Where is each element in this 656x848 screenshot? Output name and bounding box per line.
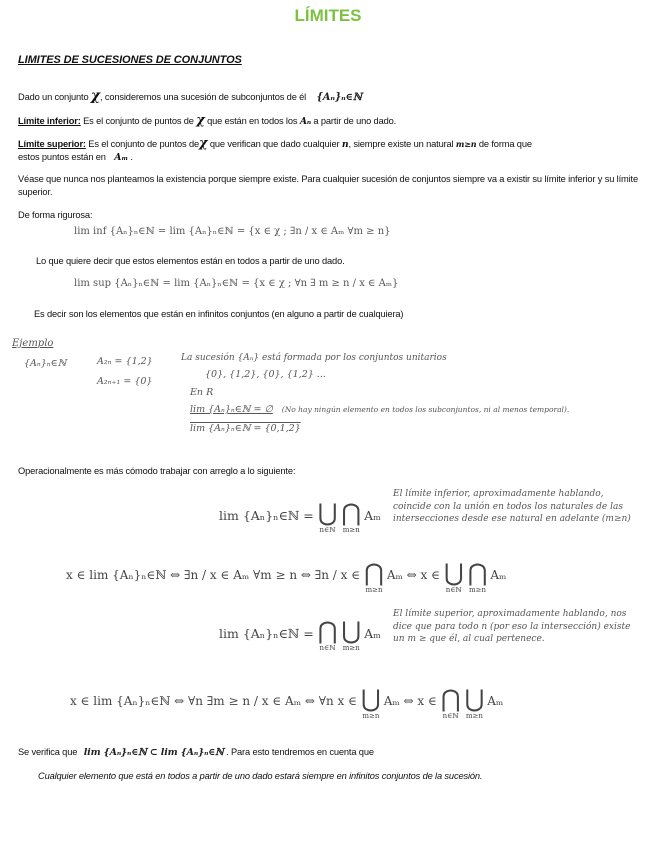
formula-liminf-equivalence — [66, 560, 506, 594]
intro-paragraph — [18, 90, 362, 104]
operational-paragraph: Operacionalmente es más cómodo trabajar con arreglo a lo siguiente: — [18, 466, 296, 476]
verify-text-2: . Para esto tendremos en cuenta que — [226, 747, 374, 757]
intro-text-1: Dado un conjunto — [18, 92, 89, 102]
liminf-text-3: a partir de uno dado. — [313, 116, 397, 126]
equivalence-part-a: x ∈ lim {Aₙ}ₙ∈ℕ ⇔ ∃n / x ∈ Aₘ ∀m ≥ n ⇔ ∃n / x ∈ — [66, 568, 361, 582]
chi-symbol: χ — [199, 136, 208, 151]
limsup-definition — [18, 137, 643, 164]
union-operator: ⋃ m≥n — [464, 685, 485, 720]
intersection-operator: ⋂ n∈ℕ — [440, 685, 461, 720]
equivalence-part-c: Aₘ — [487, 694, 504, 708]
liminf-handwritten-note: El límite inferior, aproximadamente hablando, coincide con la unión en todos los naturales de las intersecciones desde ese natural en adelante (m≥n) — [393, 489, 631, 524]
liminf-definition — [18, 114, 396, 128]
rigorous-label: De forma rigurosa: — [18, 210, 93, 220]
example-a2n1: A₂ₙ₊₁ = {0} — [97, 376, 153, 387]
intersection-operator: ⋂ n∈ℕ — [317, 617, 338, 652]
note-paragraph: Véase que nunca nos planteamos la existencia porque siempre existe. Para cualquier sucesión de conjuntos siempre va a existir su límite inferior y su límite superior. — [18, 174, 638, 197]
limsup-handwritten-note: El límite superior, aproximadamente hablando, nos dice que para todo n (por eso la intersección) existe un m ≥ que él, al cual pertenece. — [393, 609, 631, 644]
example-limsup: lim {Aₙ}ₙ∈ℕ = {0,1,2} — [190, 423, 301, 434]
formula-limsup-equivalence — [70, 686, 503, 720]
m-symbol: m≥n — [455, 139, 477, 149]
union-operator: ⋃ m≥n — [341, 617, 362, 652]
chi-symbol: χ — [196, 113, 205, 128]
limsup-text-4: de forma que — [478, 139, 532, 149]
an-symbol: Aₙ — [299, 116, 311, 127]
formula-rhs: Aₘ — [364, 626, 381, 641]
verify-text-1: Se verifica que — [18, 747, 78, 757]
example-liminf-note: (No hay ningún elemento en todos los subconjuntos, ni al menos temporal). — [281, 405, 570, 414]
section-heading: LIMITES DE SUCESIONES DE CONJUNTOS — [18, 54, 242, 66]
intersection-operator: ⋂ m≥n — [467, 559, 488, 594]
chi-symbol: χ — [90, 88, 100, 104]
equivalence-part-a: x ∈ lim {Aₙ}ₙ∈ℕ ⇔ ∀n ∃m ≥ n / x ∈ Aₘ ⇔ ∀n x ∈ — [70, 694, 357, 708]
example-a2n: A₂ₙ = {1,2} — [97, 356, 153, 367]
union-operator: ⋃ n∈ℕ — [444, 559, 464, 594]
union-operator: ⋃ m≥n — [361, 685, 381, 720]
verify-paragraph — [18, 746, 374, 759]
verify-inclusion: lim {Aₙ}ₙ∈ℕ ⊂ lim {Aₙ}ₙ∈ℕ — [83, 747, 224, 758]
am-symbol: Aₘ — [114, 152, 128, 163]
example-liminf: lim {Aₙ}ₙ∈ℕ = ∅ — [190, 404, 273, 415]
intro-sequence: {Aₙ}ₙ∈ℕ — [316, 92, 362, 103]
union-operator: ⋃ n∈ℕ — [317, 499, 338, 534]
limsup-text-2: que verifican que dado cualquier — [209, 139, 340, 149]
example-line-3: En R — [190, 387, 214, 398]
example-sequence: {Aₙ}ₙ∈ℕ — [24, 358, 67, 369]
formula-limsup-intersection — [219, 618, 381, 652]
limsup-text-1: Es el conjunto de puntos de — [88, 139, 199, 149]
liminf-text-1: Es el conjunto de puntos de — [83, 116, 194, 126]
limsup-formula: lim sup {Aₙ}ₙ∈ℕ = lim {Aₙ}ₙ∈ℕ = {x ∈ χ ; ∀n ∃ m ≥ n / x ∈ Aₘ} — [74, 278, 399, 289]
equivalence-part-b: Aₘ ⇔ x ∈ — [383, 694, 437, 708]
limsup-text-5: estos puntos están en — [18, 152, 106, 162]
equivalence-part-b: Aₘ ⇔ x ∈ — [386, 568, 440, 582]
example-line-2: {0}, {1,2}, {0}, {1,2} ... — [205, 369, 326, 380]
n-symbol: n — [341, 139, 349, 150]
intersection-operator: ⋂ m≥n — [341, 499, 362, 534]
formula-lhs: lim {Aₙ}ₙ∈ℕ = — [219, 626, 314, 641]
equivalence-part-c: Aₘ — [490, 568, 507, 582]
limsup-label: Límite superior: — [18, 139, 86, 149]
intro-text-2: , consideremos una sucesión de subconjuntos de él — [99, 92, 307, 102]
formula-lhs: lim {Aₙ}ₙ∈ℕ = — [219, 508, 314, 523]
liminf-explanation: Lo que quiere decir que estos elementos están en todos a partir de uno dado. — [36, 256, 345, 266]
formula-liminf-union — [219, 500, 381, 534]
limsup-explanation: Es decir son los elementos que están en infinitos conjuntos (en alguno a partir de cualquiera) — [34, 309, 404, 319]
period: . — [130, 152, 133, 162]
final-statement: Cualquier elemento que está en todos a partir de uno dado estará siempre en infinitos conjuntos de la sucesión. — [38, 771, 483, 781]
example-label: Ejemplo — [12, 338, 54, 349]
page-title: LÍMITES — [294, 6, 362, 25]
intersection-operator: ⋂ m≥n — [364, 559, 384, 594]
liminf-formula: lim inf {Aₙ}ₙ∈ℕ = lim {Aₙ}ₙ∈ℕ = {x ∈ χ ; ∃n / x ∈ Aₘ ∀m ≥ n} — [74, 226, 391, 237]
example-line-1: La sucesión {Aₙ} está formada por los conjuntos unitarios — [181, 353, 447, 363]
liminf-label: Límite inferior: — [18, 116, 81, 126]
example-line-5 — [190, 422, 301, 435]
formula-rhs: Aₘ — [364, 508, 381, 523]
liminf-text-2: que están en todos los — [207, 116, 298, 126]
limsup-text-3: , siempre existe un natural — [348, 139, 454, 149]
example-line-4 — [190, 403, 569, 416]
